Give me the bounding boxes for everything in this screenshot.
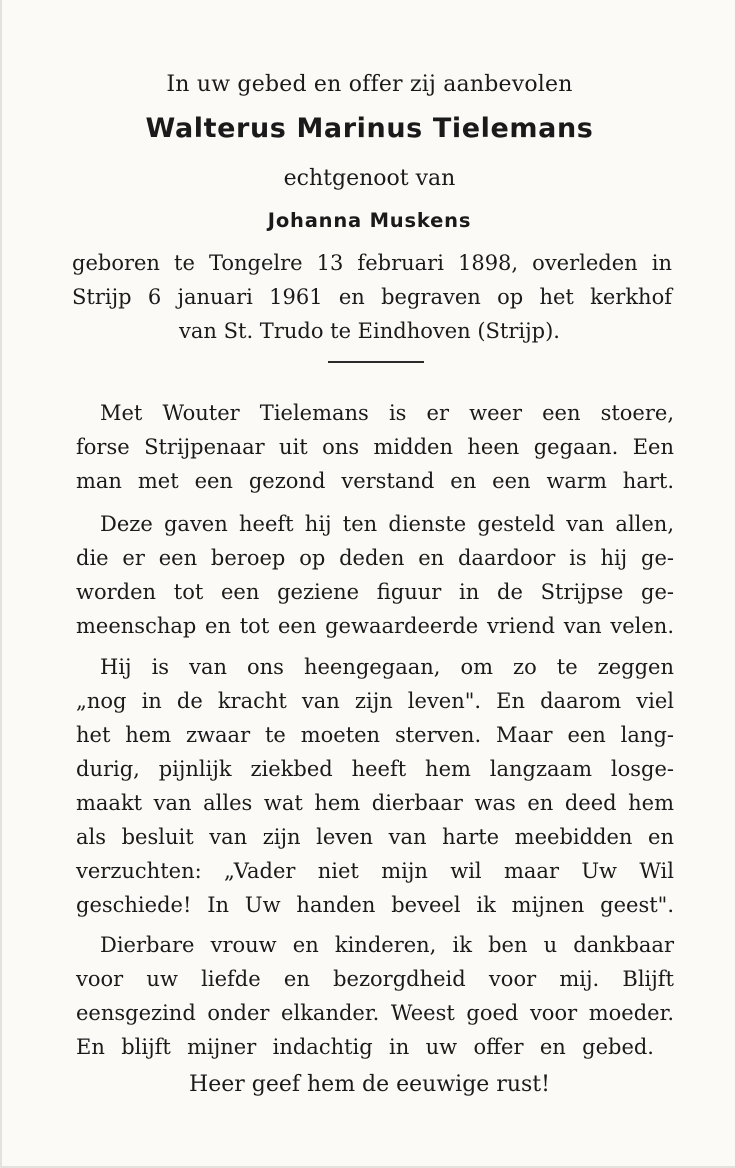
spouse-label: echtgenoot van	[283, 166, 456, 191]
birth-line-3: van St. Trudo te Eindhoven (Strijp).	[179, 319, 560, 343]
paragraph-line: het hem zwaar te moeten sterven. Maar een lang-	[76, 723, 674, 747]
deceased-name: Walterus Marinus Tielemans	[145, 113, 594, 144]
spouse-name: Johanna Muskens	[267, 209, 472, 232]
divider-rule	[328, 361, 424, 363]
paragraph-line: als besluit van zijn leven van harte meebidden en	[76, 825, 674, 849]
paragraph-line: meenschap en tot een gewaardeerde vriend van velen.	[76, 614, 674, 638]
paragraph-line: Hij is van ons heengegaan, om zo te zeggen	[100, 655, 674, 679]
paragraph-line: worden tot een geziene figuur in de Strijpse ge-	[76, 580, 674, 604]
paragraph-line: man met een gezond verstand en een warm hart.	[76, 469, 674, 493]
birth-line-2: Strijp 6 januari 1961 en begraven op het kerkhof	[72, 285, 672, 309]
birth-line-1: geboren te Tongelre 13 februari 1898, overleden in	[72, 251, 672, 275]
paragraph-line: verzuchten: „Vader niet mijn wil maar Uw Wil	[76, 859, 674, 883]
paragraph-line: Deze gaven heeft hij ten dienste gesteld van allen,	[100, 512, 674, 536]
intro-line: In uw gebed en offer zij aanbevolen	[166, 72, 573, 97]
paragraph-line: Dierbare vrouw en kinderen, ik ben u dankbaar	[100, 933, 674, 957]
paragraph-line: En blijft mijner indachtig in uw offer en gebed.	[76, 1035, 654, 1059]
paragraph-line: geschiede! In Uw handen beveel ik mijnen geest".	[76, 893, 674, 917]
paragraph-line: Met Wouter Tielemans is er weer een stoere,	[100, 401, 674, 425]
closing-prayer: Heer geef hem de eeuwige rust!	[189, 1072, 550, 1097]
paragraph-line: maakt van alles wat hem dierbaar was en deed hem	[76, 791, 674, 815]
paragraph-line: forse Strijpenaar uit ons midden heen gegaan. Een	[76, 435, 674, 459]
paragraph-line: „nog in de kracht van zijn leven". En daarom viel	[76, 689, 674, 713]
paragraph-line: die er een beroep op deden en daardoor is hij ge-	[76, 546, 674, 570]
paragraph-line: eensgezind onder elkander. Weest goed voor moeder.	[76, 1001, 674, 1025]
paragraph-line: voor uw liefde en bezorgdheid voor mij. Blijft	[76, 967, 674, 991]
paragraph-line: durig, pijnlijk ziekbed heeft hem langzaam losge-	[76, 757, 674, 781]
